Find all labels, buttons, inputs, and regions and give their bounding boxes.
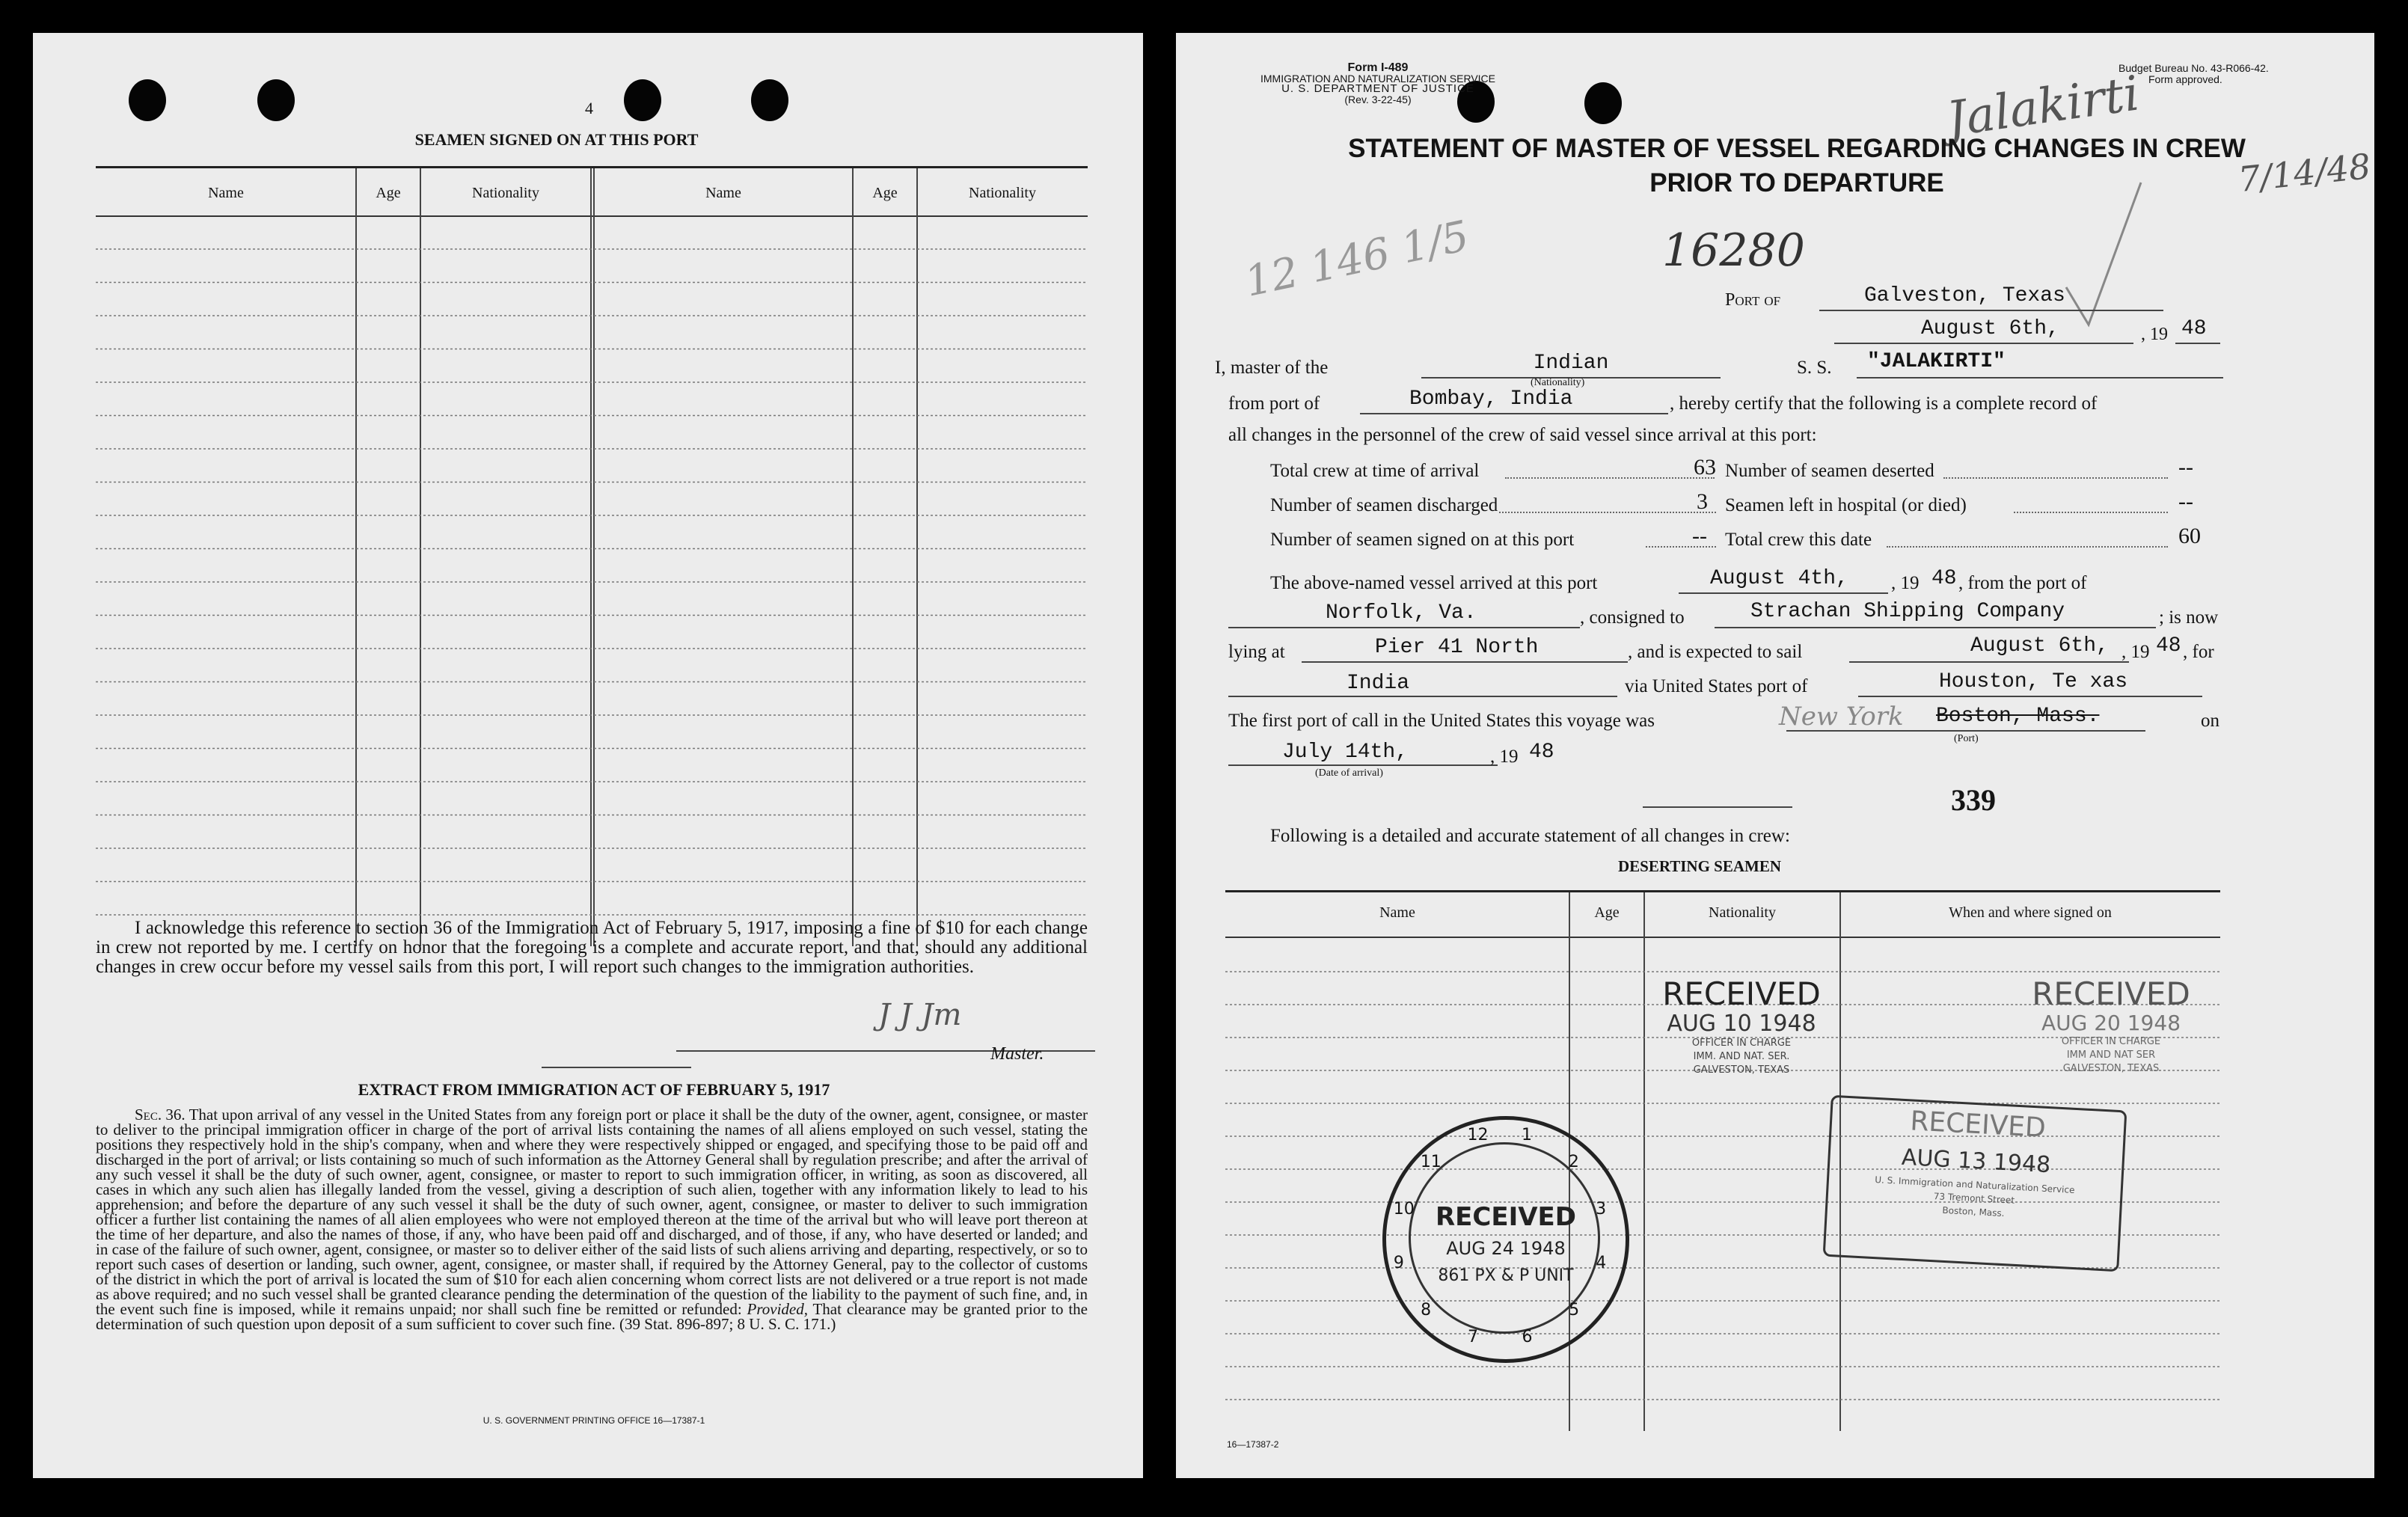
stamp-ring-number: 6 [1522, 1328, 1533, 1347]
count-dots [1505, 477, 1715, 479]
consignee-line [1715, 627, 2156, 628]
arrived-date: August 4th, [1710, 567, 1848, 590]
date-value: August 6th, [1921, 317, 2059, 340]
arrived-year: 48 [1931, 567, 1957, 590]
sail-line [1849, 661, 2129, 663]
deserting-title: DESERTING SEAMEN [1617, 857, 1782, 875]
count-dots [1887, 546, 2168, 548]
stamp-date: AUG 24 1948 [1446, 1238, 1566, 1259]
for-label: , for [2183, 642, 2214, 662]
form-header [1221, 63, 1535, 105]
from-port-value: Bombay, India [1409, 387, 1573, 411]
count-label: Number of seamen discharged [1270, 495, 1498, 515]
count-value: -- [1692, 524, 1707, 548]
lying-at: Pier 41 North [1375, 636, 1539, 659]
destination: India [1347, 672, 1410, 695]
certify-text: , hereby certify that the following is a complete record of [1670, 393, 2098, 414]
port-caption: (Port) [1954, 733, 1979, 744]
left-printer-line: U. S. GOVERNMENT PRINTING OFFICE 16—17387-1 [482, 1415, 705, 1426]
consignee: Strachan Shipping Company [1750, 600, 2065, 623]
stamp-line: Boston, Mass. [1942, 1204, 2005, 1219]
arrived-line [1679, 592, 1888, 594]
stamp-title: RECEIVED [1909, 1106, 2047, 1144]
arrival-caption: (Date of arrival) [1315, 767, 1383, 779]
year-value: 48 [2181, 317, 2207, 340]
count-dots [2014, 512, 2168, 513]
form-number: Form I-489 [1347, 61, 1409, 74]
consigned-label: , consigned to [1580, 607, 1685, 628]
stamp-ring-number: 4 [1596, 1253, 1607, 1272]
sail-date: August 6th, [1970, 634, 2109, 658]
received-stamp-circular [1382, 1116, 1629, 1363]
seamen-signed-on-table [96, 166, 1088, 946]
expected-label: , and is expected to sail [1628, 642, 1803, 662]
right-printer-line: 16—17387-2 [1227, 1439, 1279, 1450]
punch-hole [751, 79, 788, 121]
first-port-struck: Boston, Mass. [1936, 705, 2100, 728]
stamp-title: RECEIVED [2032, 975, 2190, 1012]
stamp-ring-number: 7 [1468, 1328, 1478, 1347]
count-label: Seamen left in hospital (or died) [1725, 495, 1967, 515]
first-port-label: The first port of call in the United States this voyage was [1228, 711, 1655, 731]
budget-bureau [2119, 63, 2358, 85]
stamp-ring-number: 9 [1393, 1254, 1404, 1273]
port-value: Galveston, Texas [1864, 284, 2065, 307]
title-line-2: PRIOR TO DEPARTURE [1649, 168, 1944, 197]
nationality-value: Indian [1533, 352, 1609, 375]
stamp-line: GALVESTON, TEXAS [2062, 1063, 2160, 1074]
port-label: Port of [1725, 290, 1781, 310]
handwritten-date: 7/14/48 [2236, 145, 2373, 200]
prev-port-line [1228, 627, 1580, 628]
count-value: -- [2178, 489, 2193, 514]
form-department: U. S. DEPARTMENT OF JUSTICE [1281, 82, 1474, 95]
stamp-title: RECEIVED [1436, 1202, 1576, 1232]
master-of-label: I, master of the [1215, 358, 1329, 378]
master-signature: J J Jm [878, 998, 962, 1032]
col-header-nationality: Nationality [969, 185, 1036, 201]
handwritten-margin-note: 12 146 1/5 [1240, 212, 1474, 307]
crew-count-total-date [1725, 530, 1872, 551]
first-port-handwritten: New York [1779, 702, 1904, 732]
form-title [1266, 132, 2328, 200]
handwritten-number: 16280 [1662, 224, 1805, 277]
stamp-line: OFFICER IN CHARGE [2061, 1036, 2161, 1047]
col-header-name: Name [705, 185, 741, 201]
count-value: 63 [1694, 455, 1716, 479]
punch-hole [624, 79, 661, 121]
extract-tail: That clearance may be granted prior to the determination of such question upon deposit of a sum sufficient to cover such fine. (39 Stat. 896-897; 8 U. S. C. 171.) [96, 1300, 1088, 1333]
from-the-port-of: , from the port of [1958, 573, 2087, 593]
form-approved: Form approved. [2148, 73, 2222, 85]
arrived-label: The above-named vessel arrived at this port [1270, 573, 1598, 593]
right-page [1176, 33, 2374, 1478]
lying-at-label: lying at [1228, 642, 1285, 662]
received-stamp-galveston-aug10 [1652, 977, 1831, 1077]
arrival-date-line [1228, 764, 1498, 766]
extract-body: That upon arrival of any vessel in the United States from any foreign port or place it shall be the duty of the owner, agent, consignee, or master to deliver to the principal immigration officer in charge of the port of arrival lists containing the names of all aliens employed on such vessel, stating the positions they respectively hold in the ship's company, when and where they were respectively shipped or engaged, and specifying those to be paid off and discharged in the port of arrival; or lists containing so much of such information as the Attorney General shall by regulation prescribe; and after the arrival of any such vessel it shall be the duty of such owner, agent, consignee, or master to report to such immigration officer, in writing, as soon as discovered, all cases in which any such alien has illegally landed from the vessel, giving a description of such alien, together with any information likely to lead to his apprehension; and before the departure of any such vessel it shall be the duty of such owner, agent, consignee, or master to deliver to such immigration officer a further list containing the names of all alien employees who were not employed thereon at the time of the arrival but who will leave port thereon at the time of her departure, and also the names of those, if any, who have been paid off and discharged, and of those, if any, who have deserted or landed; and in case of the failure of such owner, agent, consignee, or master so to deliver either of the said lists of such aliens arriving and departing, respectively, or so to report such cases of desertion or landing, such owner, agent, consignee, or master shall, if required by the Attorney General, pay to the collector of customs of the district in which the port of arrival is located the sum of $10 for each alien concerning whom correct lists are not delivered or a true report is not made as above required; and no such vessel shall be granted clearance pending the determination of the question of the liability to the payment of such fine, and, in the event such fine is imposed, while it remains unpaid; nor shall such fine be remitted or refunded: [96, 1106, 1088, 1318]
col-header-name: Name [1379, 904, 1415, 921]
count-label: Total crew this date [1725, 530, 1872, 550]
sail-year-prefix: , 19 [2121, 642, 2150, 662]
via-line [1858, 696, 2202, 697]
nationality-caption: (Nationality) [1531, 377, 1585, 388]
count-label: Total crew at time of arrival [1270, 461, 1480, 481]
stamp-ring-number: 8 [1421, 1301, 1432, 1320]
via-port: Houston, Te xas [1939, 670, 2128, 693]
stamp-line: 73 Tremont Street [1933, 1191, 2015, 1206]
count-label: Number of seamen deserted [1725, 461, 1934, 481]
via-label: via United States port of [1625, 676, 1808, 696]
divider [1643, 806, 1792, 808]
received-stamp-boston [1823, 1095, 2127, 1272]
count-label: Number of seamen signed on at this port [1270, 530, 1575, 550]
stamp-line: IMM. AND NAT. SER. [1693, 1051, 1790, 1062]
table-title: SEAMEN SIGNED ON AT THIS PORT [414, 130, 699, 149]
certify-text-2: all changes in the personnel of the crew of said vessel since arrival at this port: [1228, 425, 1817, 445]
punch-hole [129, 79, 166, 121]
stamp-ring-number: 2 [1568, 1152, 1579, 1171]
stamp-line: U. S. Immigration and Naturalization Service [1875, 1174, 2075, 1195]
punch-hole [1584, 82, 1622, 124]
form-agency: IMMIGRATION AND NATURALIZATION SERVICE [1260, 73, 1495, 85]
ship-line [1857, 377, 2223, 379]
col-header-when-where: When and where signed on [1949, 904, 2112, 921]
extract-title: EXTRACT FROM IMMIGRATION ACT OF FEBRUARY 5, 1917 [358, 1080, 830, 1099]
stamp-line: OFFICER IN CHARGE [1691, 1038, 1792, 1049]
date-line [1834, 343, 2133, 344]
stamp-date: AUG 20 1948 [2041, 1011, 2181, 1035]
handwritten-ship-name: Jalakirti [1943, 66, 2143, 148]
col-header-name: Name [208, 185, 244, 201]
sail-year: 48 [2156, 634, 2181, 658]
page-number: 4 [585, 99, 593, 117]
crew-count-signed-on [1270, 530, 1574, 551]
budget-number: Budget Bureau No. 43-R066-42. [2119, 62, 2269, 74]
destination-line [1228, 696, 1617, 697]
following-text: Following is a detailed and accurate statement of all changes in crew: [1270, 826, 1790, 846]
title-line-1: STATEMENT OF MASTER OF VESSEL REGARDING CHANGES IN CREW [1348, 134, 2246, 163]
stamp-ring-number: 1 [1521, 1125, 1532, 1144]
stamp-ring-number: 11 [1420, 1153, 1442, 1172]
extract-text [96, 1107, 1088, 1331]
stamp-ring-number: 10 [1393, 1200, 1415, 1219]
left-page [33, 33, 1143, 1478]
col-header-age: Age [376, 185, 401, 201]
on-label: on [2201, 711, 2219, 731]
lying-at-line [1302, 661, 1628, 663]
extract-provided: Provided, [747, 1300, 808, 1318]
stamp-date: AUG 10 1948 [1667, 1011, 1816, 1037]
stamp-ring-number: 3 [1596, 1199, 1607, 1219]
port-line [1819, 310, 2163, 311]
stamp-unit: 861 PX & P UNIT [1438, 1266, 1574, 1285]
arrival-year: 48 [1529, 741, 1554, 764]
count-dots [1943, 477, 2168, 479]
col-header-age: Age [872, 185, 898, 201]
crew-count-discharged [1270, 495, 1498, 516]
received-stamp-galveston-aug20 [2014, 977, 2208, 1076]
extract-section: Sec. 36. [135, 1106, 186, 1124]
col-header-nationality: Nationality [472, 185, 539, 201]
col-header-age: Age [1594, 904, 1620, 921]
stamp-line: IMM AND NAT SER [2066, 1049, 2156, 1061]
acknowledgement-text: I acknowledge this reference to section 36 of the Immigration Act of February 5, 1917, imposing a fine of $10 for each change in crew not reported by me. I certify on honor that the foregoing is a complete and accurate report, and that, should any additional changes in crew occur before my vessel sails from this port, I will report such changes to the immigration authorities. [96, 918, 1088, 977]
stamp-date: AUG 13 1948 [1901, 1144, 2051, 1179]
prev-port: Norfolk, Va. [1326, 601, 1477, 625]
count-dots [1499, 512, 1716, 513]
arrival-date: July 14th, [1282, 741, 1409, 764]
count-value: 60 [2178, 524, 2201, 548]
col-header-nationality: Nationality [1709, 904, 1776, 921]
divider [542, 1067, 691, 1068]
crew-count-hospital [1725, 495, 1967, 516]
from-port-label: from port of [1228, 393, 1320, 414]
stamp-title: RECEIVED [1662, 975, 1821, 1012]
year-line [2175, 343, 2220, 344]
year-prefix: , 19 [2141, 325, 2168, 344]
count-value: 3 [1697, 489, 1708, 514]
master-label: Master. [990, 1044, 1044, 1064]
count-value: -- [2178, 455, 2193, 479]
page-reference: 339 [1951, 783, 1996, 817]
ss-label: S. S. [1797, 358, 1832, 378]
punch-hole [257, 79, 295, 121]
from-port-line [1360, 413, 1668, 414]
crew-count-deserted [1725, 461, 1934, 482]
is-now: ; is now [2159, 607, 2219, 628]
ship-name: "JALAKIRTI" [1867, 350, 2006, 373]
stamp-ring-number: 12 [1467, 1125, 1489, 1144]
arrived-year-prefix: , 19 [1891, 573, 1920, 593]
form-revision: (Rev. 3-22-45) [1344, 94, 1412, 105]
stamp-ring-number: 5 [1569, 1300, 1580, 1320]
arrival-year-prefix: , 19 [1490, 747, 1519, 767]
stamp-line: GALVESTON, TEXAS [1693, 1064, 1790, 1076]
